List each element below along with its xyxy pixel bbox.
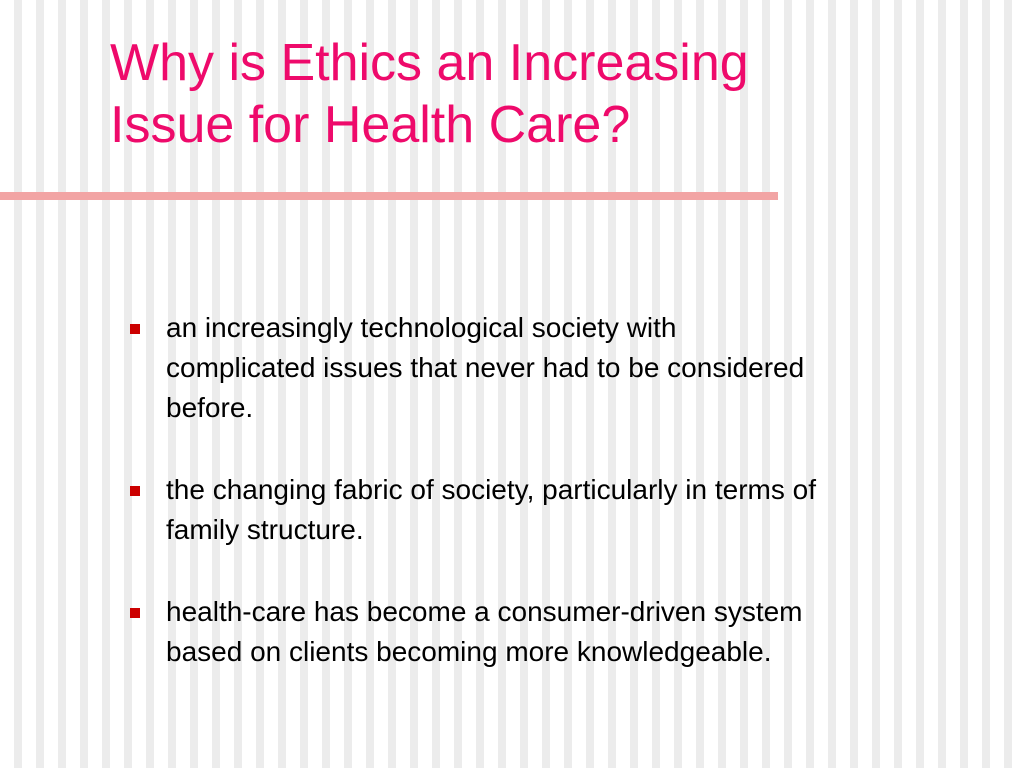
bullet-line: family structure. — [166, 514, 364, 545]
bullet-line: the changing fabric of society, particularly in terms of — [166, 474, 817, 505]
title-line-2: Issue for Health Care? — [110, 96, 631, 154]
bullet-item-technology — [128, 308, 978, 428]
title-divider — [0, 192, 778, 200]
bullet-item-consumer — [128, 592, 978, 672]
bullet-line: an increasingly technological society with — [166, 312, 677, 343]
bullet-list — [128, 308, 978, 714]
bullet-line: based on clients becoming more knowledgeable. — [166, 636, 772, 667]
bullet-line: health-care has become a consumer-driven system — [166, 596, 803, 627]
bullet-line: before. — [166, 392, 254, 423]
red-square-bullet-icon — [130, 486, 140, 496]
title-line-1: Why is Ethics an Increasing — [110, 34, 749, 92]
red-square-bullet-icon — [130, 608, 140, 618]
bullet-line: complicated issues that never had to be considered — [166, 352, 805, 383]
slide-title — [110, 32, 970, 156]
red-square-bullet-icon — [130, 324, 140, 334]
bullet-item-society — [128, 470, 978, 550]
